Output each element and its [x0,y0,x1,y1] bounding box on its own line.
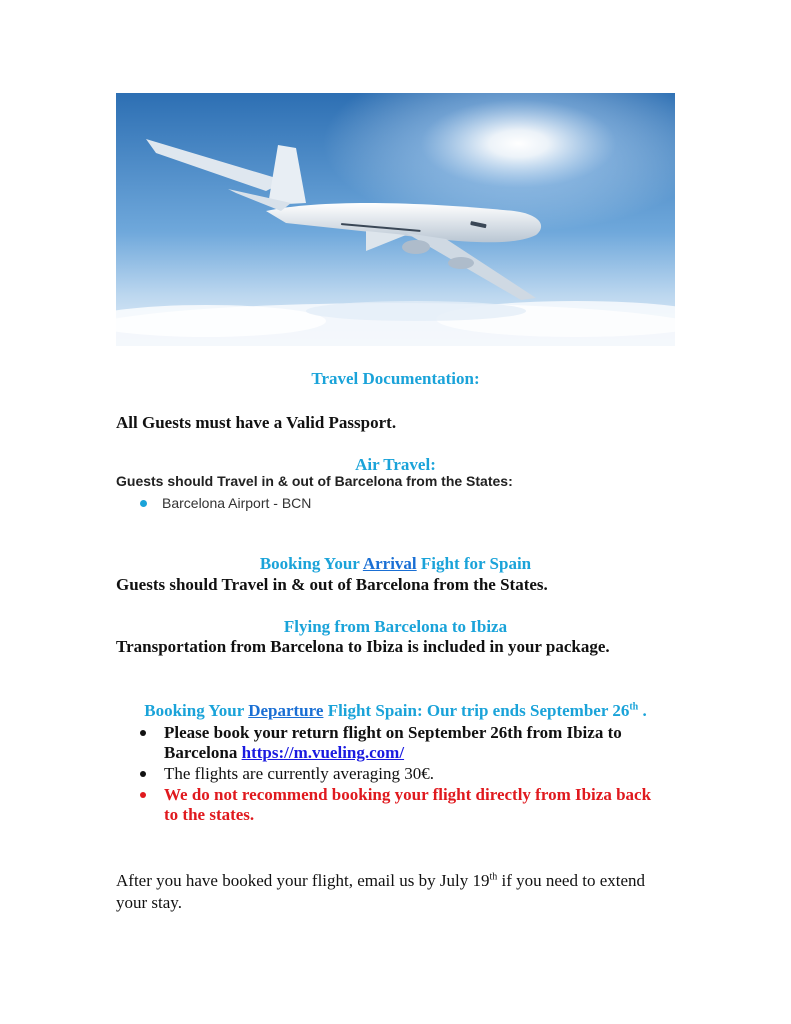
departure-underlined: Departure [248,701,324,720]
bullet-icon [140,771,146,777]
list-item: Please book your return flight on September 26th from Ibiza to Barcelona https://m.vueling.com/ [140,723,660,763]
travel-documentation-heading: Travel Documentation: [311,369,480,388]
arrival-heading: Booking Your Arrival Fight for Spain [259,554,532,573]
bullet-icon [140,792,146,798]
departure-heading: Booking Your Departure Flight Spain: Our trip ends September 26th . [144,701,647,720]
extend-stay-paragraph: After you have booked your flight, email us by July 19th if you need to extend your stay. [116,871,646,912]
airplane-hero-image [116,93,675,346]
arrival-line: Guests should Travel in & out of Barcelona from the States. [116,575,548,594]
arrival-underlined: Arrival [362,554,417,573]
list-item: The flights are currently averaging 30€. [140,764,660,784]
ibiza-line: Transportation from Barcelona to Ibiza is included in your package. [116,637,610,656]
vueling-link[interactable]: https://m.vueling.com/ [241,743,405,762]
list-item: We do not recommend booking your flight directly from Ibiza back to the states. [140,785,660,825]
bullet-icon [140,500,147,507]
passport-requirement: All Guests must have a Valid Passport. [116,413,397,432]
air-travel-subline: Guests should Travel in & out of Barcelona from the States: [116,473,513,489]
air-travel-heading: Air Travel: [355,455,436,474]
airport-item: Barcelona Airport - BCN [162,495,312,511]
departure-bullet-list [140,723,660,826]
bullet-icon [140,730,146,736]
ibiza-heading: Flying from Barcelona to Ibiza [283,617,508,636]
